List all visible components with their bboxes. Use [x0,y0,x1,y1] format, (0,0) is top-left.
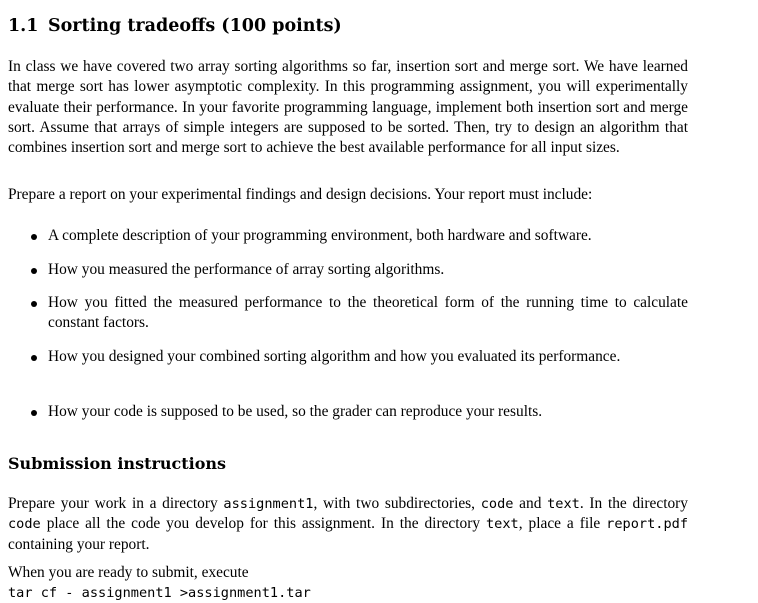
list-item [8,293,688,334]
text-fragment: . In the directory [579,495,689,512]
list-item [8,402,688,422]
bullet-icon [31,268,37,274]
list-item-text: How you measured the performance of array sorting algorithms. [48,261,445,278]
section-heading [8,14,342,38]
subdir-code-ref: code [8,516,41,533]
directory-name: assignment1 [223,496,314,512]
text-fragment: Prepare your work in a directory [8,495,224,512]
bullet-icon [31,410,37,416]
intro-paragraph: In class we have covered two array sorting algorithms so far, insertion sort and merge sort. We have learned that merge sort has lower asymptotic complexity. In this programming assignment, you will experimentally evaluate their performance. In your favorite programming language, implement both insertion sort and merge sort. Assume that arrays of simple integers are supposed to be sorted. Then, try to design an algorithm that combines insertion sort and merge sort to achieve the best available performance for all input sizes. [8,58,688,157]
list-item-text: How you designed your combined sorting algorithm and how you evaluated its performance. [48,348,621,365]
section-title: Sorting tradeoffs (100 points) [48,16,342,36]
text-fragment: , with two subdirectories, [313,495,481,512]
tar-command: tar cf - assignment1 >assignment1.tar [8,585,311,601]
text-fragment: place all the code you develop for this assignment. In the directory [40,515,486,533]
text-fragment: containing your report. [8,535,150,553]
submission-paragraph [8,494,688,555]
section-number: 1.1 [8,16,39,36]
list-item-text: How your code is supposed to be used, so the grader can reproduce your results. [48,403,543,420]
list-item [8,260,688,280]
report-lead-paragraph: Prepare a report on your experimental findings and design decisions. Your report must include: [8,186,593,203]
text-fragment: and [513,495,548,512]
subdir-text-ref: text [485,516,519,533]
bullet-icon [31,234,37,240]
submission-heading: Submission instructions [8,454,227,473]
list-item [8,226,688,246]
text-fragment: , place a file [518,515,607,533]
report-filename: report.pdf [606,516,689,533]
bullet-icon [31,355,37,361]
bullet-icon [31,301,37,307]
list-item-text: A complete description of your programming environment, both hardware and software. [48,227,592,244]
list-item [8,347,688,367]
list-item-text: How you fitted the measured performance to the theoretical form of the running time to calculate constant factors. [48,294,688,332]
subdir-code: code [480,496,514,512]
subdir-text: text [547,496,580,512]
submit-instruction: When you are ready to submit, execute [8,564,249,581]
